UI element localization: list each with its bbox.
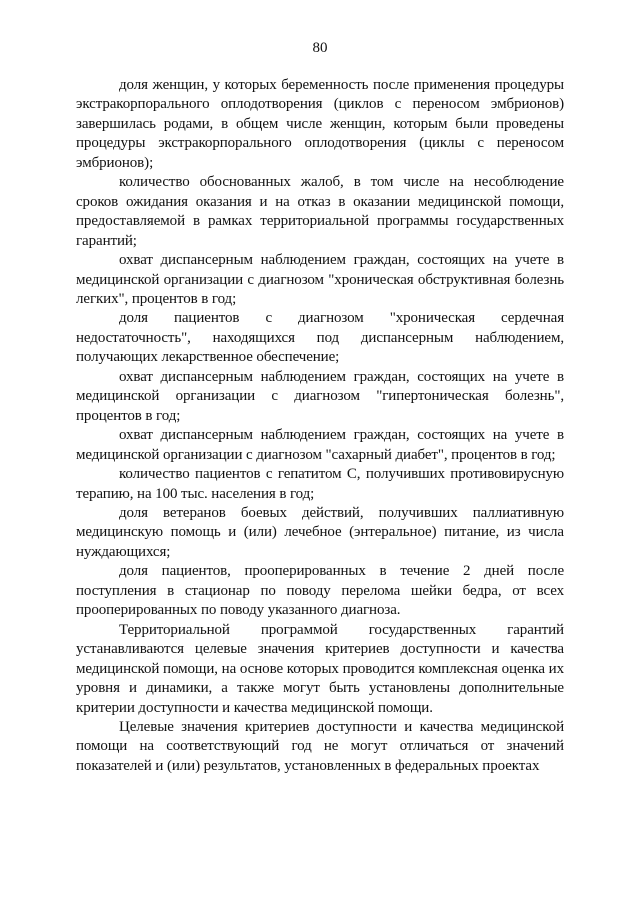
paragraph-complaints: количество обоснованных жалоб, в том числе на несоблюдение сроков ожидания оказания и на отказ в оказании медицинской помощи, предоставляемой в рамках территориальной программы государственных гарантий; <box>76 174 564 249</box>
paragraph-hip-fracture: доля пациентов, прооперированных в течение 2 дней после поступления в стационар по поводу перелома шейки бедра, от всех прооперированных по поводу указанного диагноза. <box>76 563 564 619</box>
body-text <box>76 76 564 776</box>
paragraph-target-values-limits: Целевые значения критериев доступности и качества медицинской помощи на соответствующий год не могут отличаться от значений показателей и (или) результатов, установленных в федеральных проектах <box>76 718 564 774</box>
paragraph-veterans-palliative: доля ветеранов боевых действий, получивших паллиативную медицинскую помощь и (или) лечебное (энтеральное) питание, из числа нуждающихся; <box>76 504 564 560</box>
paragraph-ivf-births: доля женщин, у которых беременность после применения процедуры экстракорпорального оплодотворения (циклов с переносом эмбрионов) завершилась родами, в общем числе женщин, которым были проведены процедуры экстракорпорального оплодотворения (циклы с переносом эмбрионов); <box>76 77 564 171</box>
paragraph-heart-failure: доля пациентов с диагнозом "хроническая сердечная недостаточность", находящихся под диспансерным наблюдением, получающих лекарственное обеспечение; <box>76 310 564 366</box>
paragraph-diabetes-coverage: охват диспансерным наблюдением граждан, состоящих на учете в медицинской организации с диагнозом "сахарный диабет", процентов в год; <box>76 427 564 463</box>
paragraph-copd-coverage: охват диспансерным наблюдением граждан, состоящих на учете в медицинской организации с диагнозом "хроническая обструктивная болезнь легких", процентов в год; <box>76 252 564 307</box>
paragraph-hepatitis-c: количество пациентов с гепатитом С, получивших противовирусную терапию, на 100 тыс. населения в год; <box>76 466 564 502</box>
paragraph-hypertension-coverage: охват диспансерным наблюдением граждан, состоящих на учете в медицинской организации с диагнозом "гипертоническая болезнь", процентов в год; <box>76 368 564 424</box>
page-number: 80 <box>312 40 328 56</box>
paragraph-target-values: Территориальной программой государственных гарантий устанавливаются целевые значения критериев доступности и качества медицинской помощи, на основе которых проводится комплексная оценка их уровня и динамики, а также могут быть установлены дополнительные критерии доступности и качества медицинской помощи. <box>76 621 564 716</box>
